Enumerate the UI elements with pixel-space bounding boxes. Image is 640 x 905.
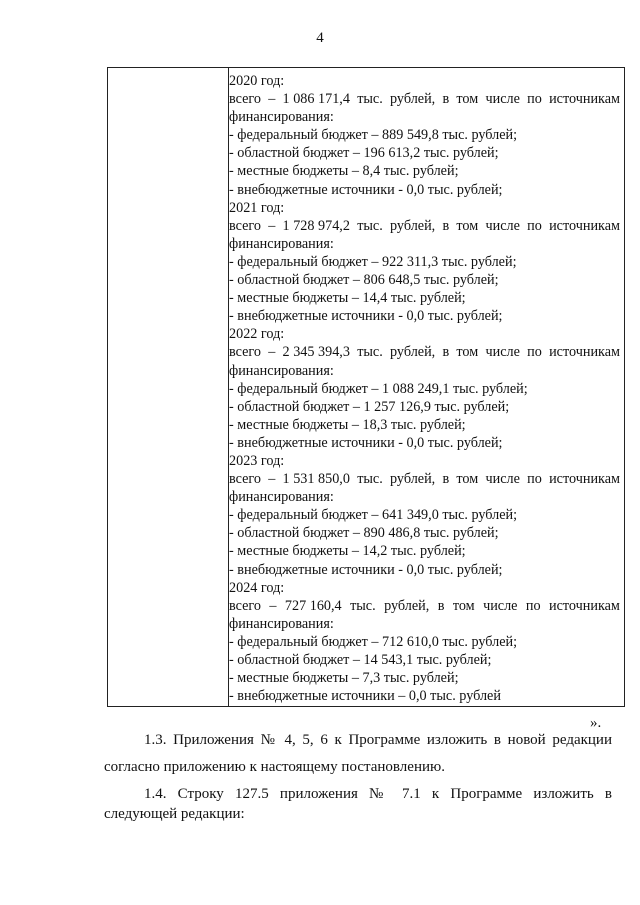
budget-item: - областной бюджет – 14 543,1 тыс. рублей;: [229, 652, 492, 668]
total-word: в: [442, 91, 450, 108]
total-word: том: [456, 217, 479, 234]
closing-quote: ».: [590, 715, 602, 731]
total-continuation: финансирования:: [229, 235, 334, 252]
total-word: рублей,: [390, 217, 436, 234]
budget-item: - федеральный бюджет – 922 311,3 тыс. рублей;: [229, 253, 517, 270]
budget-item: - местные бюджеты – 18,3 тыс. рублей;: [229, 416, 466, 433]
budget-item: - федеральный бюджет – 712 610,0 тыс. рублей;: [229, 633, 518, 650]
total-word: –: [268, 471, 276, 488]
budget-item: - внебюджетные источники - 0,0 тыс. рублей;: [229, 181, 503, 198]
total-word: всего: [229, 217, 261, 234]
budget-item: - областной бюджет – 196 613,2 тыс. рублей;: [229, 145, 499, 162]
total-word: в: [442, 471, 450, 488]
year-total-line: [229, 217, 620, 235]
year-heading: 2024 год:: [229, 579, 285, 596]
total-word: числе: [483, 597, 518, 614]
total-word: рублей,: [390, 344, 436, 361]
budget-item: - внебюджетные источники - 0,0 тыс. рублей;: [229, 308, 503, 325]
total-continuation: финансирования:: [229, 615, 334, 632]
total-word: по: [527, 217, 542, 234]
budget-item: - областной бюджет – 1 257 126,9 тыс. рублей;: [229, 398, 510, 415]
budget-item: - федеральный бюджет – 889 549,8 тыс. рублей;: [229, 127, 518, 144]
total-word: 1 086 171,4: [282, 91, 350, 108]
total-word: тыс.: [357, 471, 383, 488]
total-word: источникам: [549, 597, 620, 614]
total-word: всего: [229, 91, 261, 108]
paragraph-1-4-line-1: 1.4. Строку 127.5 приложения № 7.1 к Программе изложить в: [144, 786, 612, 802]
table-left-column: [108, 68, 229, 706]
total-word: всего: [229, 597, 261, 614]
total-word: числе: [485, 217, 520, 234]
year-heading: 2023 год:: [229, 452, 285, 469]
total-word: по: [527, 344, 542, 361]
budget-item: - внебюджетные источники - 0,0 тыс. рублей;: [229, 561, 503, 578]
budget-item: - внебюджетные источники - 0,0 тыс. рублей;: [229, 434, 503, 451]
page-number: 4: [316, 30, 324, 46]
year-total-line: [229, 90, 620, 108]
total-word: по: [527, 471, 542, 488]
total-word: том: [456, 471, 479, 488]
budget-item: - федеральный бюджет – 1 088 249,1 тыс. рублей;: [229, 380, 528, 397]
year-total-line: [229, 470, 620, 488]
total-word: источникам: [549, 344, 620, 361]
budget-item: - областной бюджет – 890 486,8 тыс. рублей;: [229, 525, 499, 542]
budget-item: - областной бюджет – 806 648,5 тыс. рублей;: [229, 272, 499, 289]
total-continuation: финансирования:: [229, 489, 334, 506]
total-word: тыс.: [357, 91, 383, 108]
total-word: рублей,: [390, 91, 436, 108]
total-word: тыс.: [357, 344, 383, 361]
total-word: –: [268, 91, 276, 108]
total-word: в: [442, 344, 450, 361]
year-total-line: [229, 597, 620, 615]
total-word: 2 345 394,3: [282, 344, 350, 361]
total-word: источникам: [549, 471, 620, 488]
total-word: источникам: [549, 217, 620, 234]
total-word: том: [456, 91, 479, 108]
total-word: источникам: [549, 91, 620, 108]
total-word: том: [452, 597, 475, 614]
budget-item: - местные бюджеты – 8,4 тыс. рублей;: [229, 163, 459, 180]
year-heading: 2022 год:: [229, 326, 285, 343]
total-word: тыс.: [357, 217, 383, 234]
year-heading: 2020 год:: [229, 73, 285, 89]
total-word: числе: [485, 344, 520, 361]
year-total-line: [229, 343, 620, 361]
total-word: –: [269, 597, 277, 614]
budget-item: - внебюджетные источники – 0,0 тыс. рублей: [229, 688, 501, 705]
total-word: в: [442, 217, 450, 234]
paragraph-1-4-line-2: следующей редакции:: [104, 806, 245, 822]
total-continuation: финансирования:: [229, 109, 334, 126]
total-word: –: [268, 344, 276, 361]
financing-table: [107, 67, 625, 707]
financing-cell: [229, 72, 620, 705]
total-word: 1 531 850,0: [282, 471, 350, 488]
total-word: том: [456, 344, 479, 361]
total-word: –: [268, 217, 276, 234]
total-word: всего: [229, 344, 261, 361]
total-word: по: [527, 91, 542, 108]
budget-item: - местные бюджеты – 14,4 тыс. рублей;: [229, 290, 466, 307]
total-word: по: [525, 597, 541, 614]
total-word: тыс.: [350, 597, 376, 614]
total-word: числе: [485, 471, 520, 488]
total-word: 727 160,4: [284, 597, 342, 614]
paragraph-1-3-line-2: согласно приложению к настоящему постановлению.: [104, 759, 445, 775]
total-word: рублей,: [390, 471, 436, 488]
total-word: всего: [229, 471, 261, 488]
paragraph-1-3-line-1: 1.3. Приложения № 4, 5, 6 к Программе изложить в новой редакции: [144, 732, 612, 748]
year-heading: 2021 год:: [229, 199, 285, 216]
total-continuation: финансирования:: [229, 362, 334, 379]
budget-item: - местные бюджеты – 7,3 тыс. рублей;: [229, 670, 459, 687]
budget-item: - федеральный бюджет – 641 349,0 тыс. рублей;: [229, 507, 518, 524]
total-word: числе: [485, 91, 520, 108]
budget-item: - местные бюджеты – 14,2 тыс. рублей;: [229, 543, 466, 560]
total-word: рублей,: [384, 597, 430, 614]
total-word: в: [437, 597, 445, 614]
total-word: 1 728 974,2: [282, 217, 350, 234]
